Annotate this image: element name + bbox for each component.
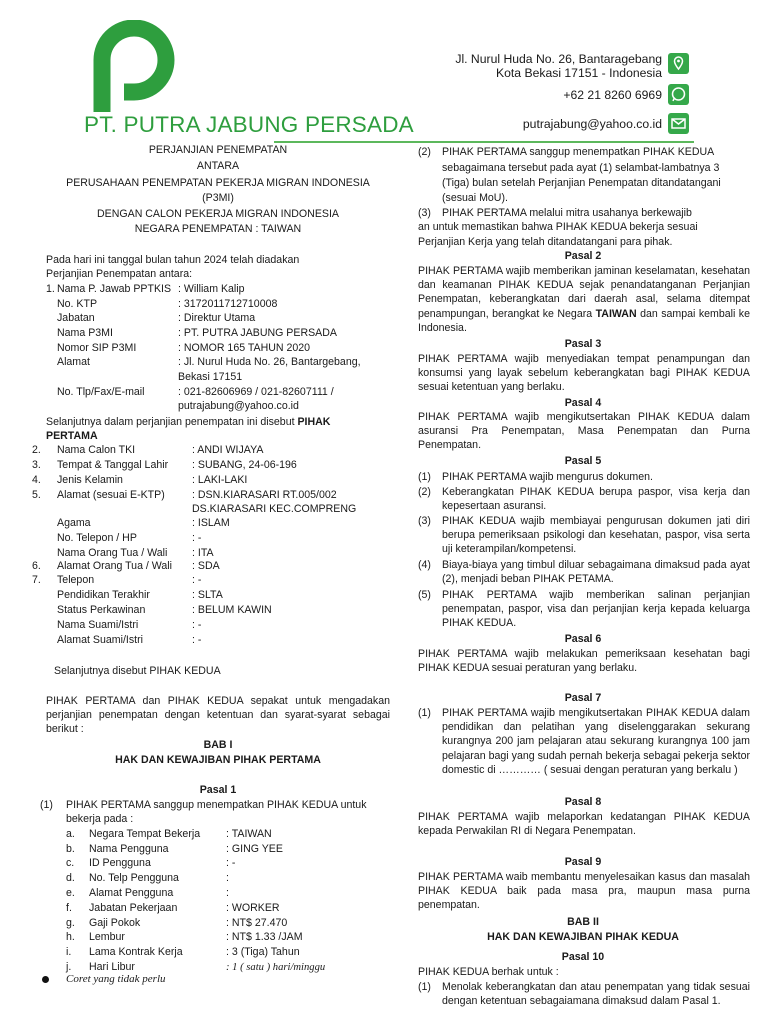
pasal-1-number: (1) (40, 799, 53, 811)
pasal-8-heading: Pasal 8 (564, 796, 602, 808)
party-two-row-value: : LAKI-LAKI (192, 474, 248, 486)
party-two-row-number: 3. (32, 459, 41, 471)
pasal-9-heading: Pasal 9 (564, 856, 602, 868)
job-row-value: : 3 (Tiga) Tahun (226, 946, 300, 958)
item-2-line-1: PIHAK PERTAMA sanggup menempatkan PIHAK KEDUA (442, 146, 715, 158)
email-address: putrajabung@yahoo.co.id (522, 117, 662, 131)
party-two-row-value: : - (192, 532, 202, 544)
address-line-1: Jl. Nurul Huda No. 26, Bantaragebang (455, 52, 662, 66)
bab-1-heading: BAB I (203, 739, 233, 751)
job-row-number: i. (66, 946, 72, 958)
party-one-row-label: Nomor SIP P3MI (57, 342, 137, 354)
party-one-row-value: : Direktur Utama (178, 312, 256, 324)
title-line-6: NEGARA PENEMPATAN : TAIWAN (134, 223, 302, 235)
pasal-3-heading: Pasal 3 (564, 338, 602, 350)
party-two-row-number: 4. (32, 474, 41, 486)
party-two-row-label: Pendidikan Terakhir (57, 589, 150, 601)
party-two-row-value: DS.KIARASARI KEC.COMPRENG (192, 503, 357, 515)
job-row-label: Lama Kontrak Kerja (89, 946, 183, 958)
party-one-row-label: Nama P3MI (57, 327, 113, 339)
pasal-6-text: PIHAK PERTAMA wajib melakukan pemeriksaan kesehatan bagi PIHAK KEDUA sesuai peraturan yang berlaku. (418, 648, 750, 675)
party-two-row-value: : ANDI WIJAYA (192, 444, 264, 456)
phone-number: +62 21 8260 6969 (563, 88, 662, 102)
job-row-value: : (226, 887, 229, 899)
item-2-line-3: (Tiga) bulan setelah Perjanjian Penempatan ditandatangani (442, 177, 721, 189)
item-3-line-1: PIHAK PERTAMA melalui mitra usahanya berkewajib (442, 207, 692, 219)
job-row-value: : 1 ( satu ) hari/minggu (226, 962, 326, 973)
pasal-9-text: PIHAK PERTAMA waib membantu menyelesaikan kasus dan masalah PIHAK KEDUA baik pada masa pra, maupun masa purna penempatan. (418, 871, 750, 912)
party-two-row-number: 7. (32, 574, 41, 586)
pasal-7-number: (1) (418, 707, 431, 719)
job-row-number: c. (66, 857, 75, 869)
party-one-row-number: 1. (46, 283, 55, 295)
party-two-row-value: : DSN.KIARASARI RT.005/002 (192, 489, 337, 501)
job-row-label: ID Pengguna (89, 857, 151, 869)
party-one-row-label: Jabatan (57, 312, 95, 324)
party-two-row-label: Alamat Orang Tua / Wali (57, 560, 173, 572)
job-row-value: : NT$ 1.33 /JAM (226, 931, 303, 943)
pihak-kedua-note: Selanjutnya disebut PIHAK KEDUA (54, 665, 221, 677)
job-row-label: Lembur (89, 931, 125, 943)
pasal-2-heading: Pasal 2 (564, 250, 602, 262)
pasal-5-item-text: PIHAK PERTAMA wajib mengurus dokumen. (442, 471, 653, 483)
intro-line-2: Perjanjian Penempatan antara: (46, 268, 193, 280)
title-line-4: (P3MI) (202, 192, 234, 204)
party-two-row-label: Alamat Suami/Istri (57, 634, 143, 646)
job-row-value: : GING YEE (226, 843, 283, 855)
job-row-number: b. (66, 843, 75, 855)
party-one-row-value: : PT. PUTRA JABUNG PERSADA (178, 327, 337, 339)
party-two-row-value: : SLTA (192, 589, 223, 601)
title-line-5: DENGAN CALON PEKERJA MIGRAN INDONESIA (97, 208, 339, 220)
party-two-row-value: : SDA (192, 560, 220, 572)
pasal-1-text-2: bekerja pada : (66, 813, 134, 825)
party-two-row-value: : ISLAM (192, 517, 230, 529)
job-row-label: Jabatan Pekerjaan (89, 902, 178, 914)
job-row-number: h. (66, 931, 75, 943)
item-2-number: (2) (418, 146, 431, 158)
party-two-row-number: 2. (32, 444, 41, 456)
location-icon (668, 53, 689, 74)
job-row-value: : - (226, 857, 236, 869)
item-3-line-3: Perjanjian Kerja yang telah ditandatangani para pihak. (418, 236, 673, 248)
party-two-row-label: Agama (57, 517, 91, 529)
pasal-5-item-text: Keberangkatan PIHAK KEDUA berupa paspor, visa kerja dan kepesertaan asuransi. (442, 486, 750, 513)
pasal-5-item-number: (2) (418, 486, 431, 498)
job-row-value: : WORKER (226, 902, 280, 914)
pasal-5-heading: Pasal 5 (564, 455, 602, 467)
party-one-row-label: Nama P. Jawab PPTKIS (57, 283, 172, 295)
pasal-5-item-number: (1) (418, 471, 431, 483)
pihak-pertama-note: Selanjutnya dalam perjanjian penempatan ini disebut PIHAK (46, 416, 331, 428)
party-two-row-value: : SUBANG, 24-06-196 (192, 459, 297, 471)
pasal-3-text: PIHAK PERTAMA wajib menyediakan tempat penampungan dan konsumsi yang layak sebelum keberangkatan bagi PIHAK KEDUA sesuai ketentuan yang berlaku. (418, 353, 750, 394)
party-two-row-number: 6. (32, 560, 41, 572)
item-2-line-2: sebagaimana tersebut pada ayat (1) selambat-lambatnya 3 (442, 162, 720, 174)
pasal-7-text: PIHAK PERTAMA wajib mengikutsertakan PIHAK KEDUA dalam pendidikan dan pelatihan yang diselenggarakan sekurang kurangnya 200 jam pelajaran atau sekurang kurangnya 100 jam pelajaran bagi yang sudah pernah bekerja sebagai pekerja sektor domestic di ………… ( sesuai dengan peraturan yang berkalu ) (442, 707, 750, 776)
pasal-4-heading: Pasal 4 (564, 397, 602, 409)
party-two-row-label: No. Telepon / HP (57, 532, 137, 544)
whatsapp-icon (668, 84, 689, 105)
title-line-3: PERUSAHAAN PENEMPATAN PEKERJA MIGRAN INDONESIA (66, 177, 370, 189)
party-two-row-label: Nama Suami/Istri (57, 619, 139, 631)
company-logo (84, 20, 184, 114)
title-line-2: ANTARA (196, 160, 240, 172)
company-name: PT. PUTRA JABUNG PERSADA (84, 112, 414, 137)
bab-1-title: HAK DAN KEWAJIBAN PIHAK PERTAMA (115, 754, 321, 766)
pasal-10-text: Menolak keberangkatan dan atau penempatan yang tidak sesuai dengan ketentuan sebagaiamana dimaksud dalam Pasal 1. (442, 981, 750, 1008)
bab-2-title: HAK DAN KEWAJIBAN PIHAK KEDUA (487, 931, 679, 943)
pasal-6-heading: Pasal 6 (564, 633, 602, 645)
pasal-5-item-text: PIHAK KEDUA wajib membiayai pengurusan dokumen jati diri berupa pemeriksaan psikologi dan kesehatan, paspor, visa serta uji keterampilan/kompetensi. (442, 515, 750, 556)
party-two-row-value: : BELUM KAWIN (192, 604, 272, 616)
item-3-number: (3) (418, 207, 431, 219)
pasal-5-item-number: (3) (418, 515, 431, 527)
pasal-4-text: PIHAK PERTAMA wajib mengikutsertakan PIHAK KEDUA dalam asuransi Pra Penempatan, Masa Penempatan dan Purna Penempatan. (418, 411, 750, 452)
agreement-text: PIHAK PERTAMA dan PIHAK KEDUA sepakat untuk mengadakan perjanjian penempatan dengan ketentuan dan syarat-syarat sebagai berikut : (46, 695, 390, 736)
job-row-label: No. Telp Pengguna (89, 872, 179, 884)
party-one-row-value: : Jl. Nurul Huda No. 26, Bantargebang, (178, 356, 361, 368)
party-two-row-label: Nama Orang Tua / Wali (57, 547, 168, 559)
pasal-5-item-text: Biaya-biaya yang timbul diluar sebagaimana dimaksud pada ayat (2), menjadi beban PIHAK PETAMA. (442, 559, 750, 586)
pasal-5-item-number: (4) (418, 559, 431, 571)
bab-2-heading: BAB II (567, 916, 599, 928)
pasal-10-number: (1) (418, 981, 431, 993)
party-two-row-label: Alamat (sesuai E-KTP) (57, 489, 165, 501)
pasal-2-text: PIHAK PERTAMA wajib memberikan jaminan keselamatan, kesehatan dan keamanan PIHAK KEDUA sejak penandatanganan Perjanjian Penempatan, keberangkatan dari daerah asal, selama ditempat penampungan, berangkat ke Negara TAIWAN dan sampai kembali ke Indonesia. (418, 265, 750, 334)
job-row-value: : NT$ 27.470 (226, 917, 288, 929)
job-row-label: Nama Pengguna (89, 843, 169, 855)
job-row-number: d. (66, 872, 75, 884)
pasal-1-heading: Pasal 1 (199, 784, 237, 796)
party-two-row-label: Nama Calon TKI (57, 444, 136, 456)
party-two-row-label: Jenis Kelamin (57, 474, 123, 486)
job-row-number: g. (66, 917, 75, 929)
job-row-value: : (226, 872, 229, 884)
party-one-row-label: No. Tlp/Fax/E-mail (57, 386, 145, 398)
party-two-row-value: : - (192, 574, 202, 586)
job-row-number: e. (66, 887, 75, 899)
job-row-label: Gaji Pokok (89, 917, 141, 929)
pasal-5-item-text: PIHAK PERTAMA wajib memberikan salinan perjanjian penempatan, paspor, visa dan perjanjian kerja kepada keluarga PIHAK KEDUA. (442, 589, 750, 630)
pasal-10-intro: PIHAK KEDUA berhak untuk : (418, 966, 559, 978)
party-two-row-value: : - (192, 619, 202, 631)
party-one-row-value: Bekasi 17151 (178, 371, 243, 383)
party-two-row-label: Telepon (57, 574, 95, 586)
party-two-row-value: : ITA (192, 547, 214, 559)
party-two-row-label: Status Perkawinan (57, 604, 146, 616)
mail-icon (668, 113, 689, 134)
intro-line-1: Pada hari ini tanggal bulan tahun 2024 telah diadakan (46, 254, 300, 266)
pasal-1-text-1: PIHAK PERTAMA sanggup menempatkan PIHAK KEDUA untuk (66, 799, 367, 811)
header-divider (274, 141, 694, 143)
party-one-row-value: : NOMOR 165 TAHUN 2020 (178, 342, 311, 354)
job-row-number: a. (66, 828, 75, 840)
job-row-number: j. (66, 961, 72, 973)
bullet-icon (42, 976, 49, 983)
title-line-1: PERJANJIAN PENEMPATAN (148, 144, 288, 156)
pasal-5-item-number: (5) (418, 589, 431, 601)
address-line-2: Kota Bekasi 17151 - Indonesia (495, 66, 662, 80)
pasal-7-heading: Pasal 7 (564, 692, 602, 704)
pasal-8-text: PIHAK PERTAMA wajib melaporkan kedatangan PIHAK KEDUA kepada Perwakilan RI di Negara Penempatan. (418, 811, 750, 838)
party-one-row-label: Alamat (57, 356, 90, 368)
job-row-label: Negara Tempat Bekerja (89, 828, 201, 840)
job-row-number: f. (66, 902, 72, 914)
party-one-row-value: : 021-82606969 / 021-82607111 / (178, 386, 334, 398)
party-one-row-label: No. KTP (57, 298, 98, 310)
party-one-row-value: putrajabung@yahoo.co.id (178, 400, 299, 412)
party-one-row-value: : William Kalip (178, 283, 245, 295)
job-row-label: Hari Libur (89, 961, 135, 973)
party-two-row-number: 5. (32, 489, 41, 501)
pihak-pertama-label: PERTAMA (46, 430, 98, 442)
item-2-line-4: (sesuai MoU). (442, 192, 508, 204)
party-two-row-label: Tempat & Tanggal Lahir (57, 459, 169, 471)
party-one-row-value: : 3172011712710008 (178, 298, 278, 310)
party-two-row-value: : - (192, 634, 202, 646)
job-row-value: : TAIWAN (226, 828, 272, 840)
footnote: Coret yang tidak perlu (66, 973, 166, 985)
item-3-line-2: an untuk memastikan bahwa PIHAK KEDUA bekerja sesuai (418, 221, 698, 233)
pasal-10-heading: Pasal 10 (561, 951, 605, 963)
job-row-label: Alamat Pengguna (89, 887, 174, 899)
